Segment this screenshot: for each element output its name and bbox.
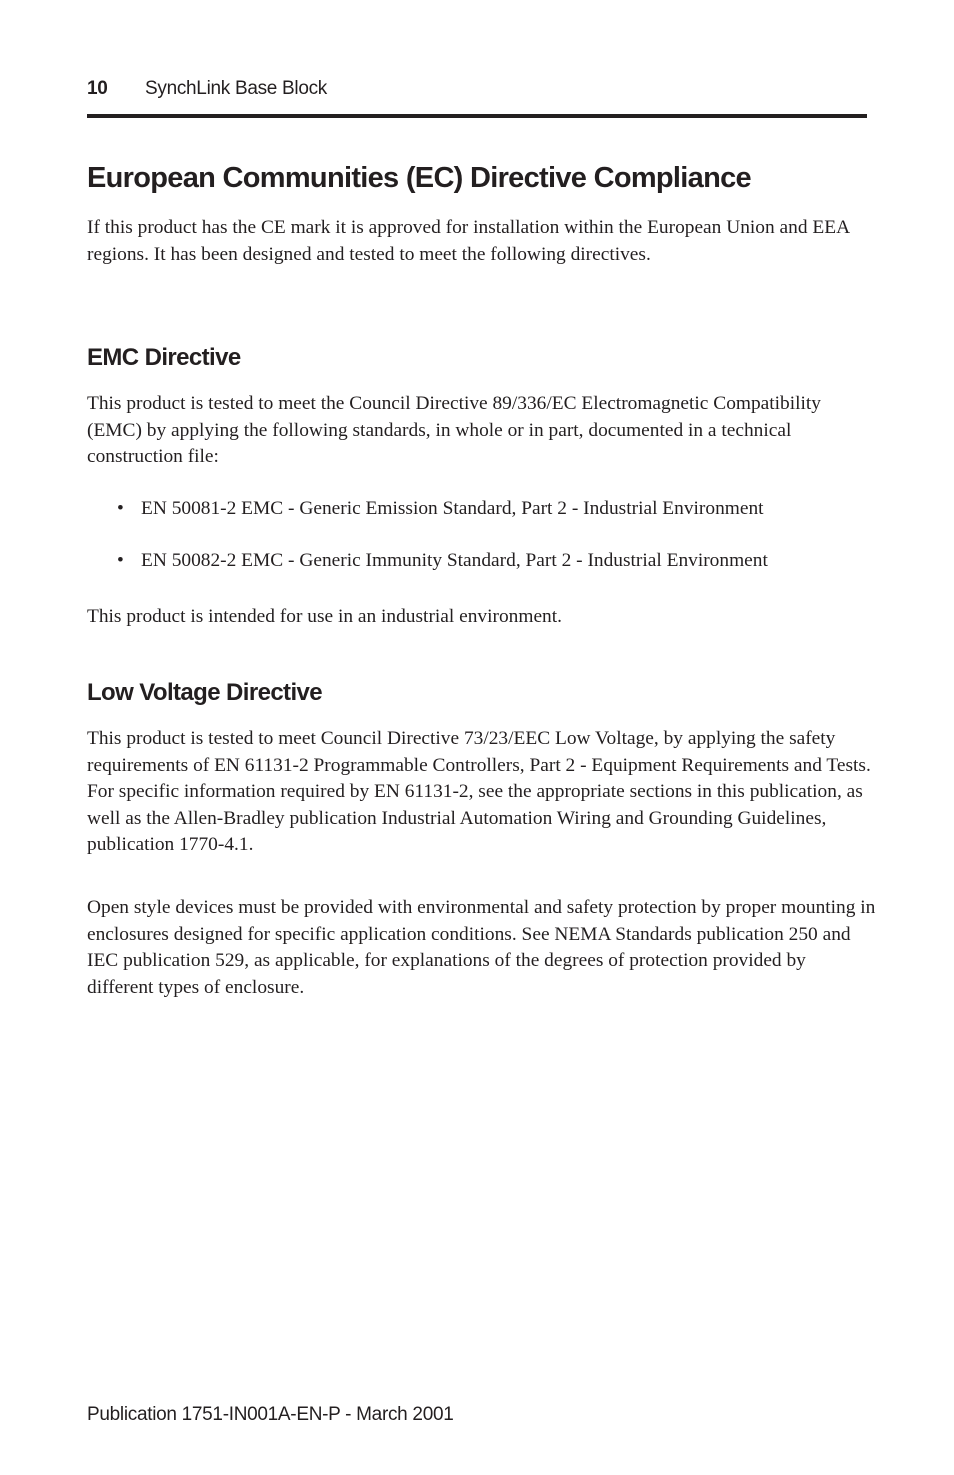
- bullet-icon: •: [117, 498, 124, 519]
- list-item-text: EN 50081-2 EMC - Generic Emission Standard, Part 2 - Industrial Environment: [141, 498, 764, 519]
- publication-footer: Publication 1751-IN001A-EN-P - March 2001: [87, 1404, 454, 1425]
- page-title: European Communities (EC) Directive Compliance: [87, 162, 751, 194]
- emc-paragraph: This product is tested to meet the Council Directive 89/336/EC Electromagnetic Compatibility (EMC) by applying the following standards, in whole or in part, documented in a technical construction file:: [87, 393, 821, 468]
- page-header: [87, 78, 867, 104]
- list-item-text: EN 50082-2 EMC - Generic Immunity Standard, Part 2 - Industrial Environment: [141, 550, 768, 571]
- low-voltage-paragraph-2: Open style devices must be provided with environmental and safety protection by proper mounting in enclosures designed for specific application conditions. See NEMA Standards publication 250 and IEC publication 529, as applicable, for explanations of the degrees of protection provided by different types of enclosure.: [87, 897, 876, 998]
- intro-paragraph: If this product has the CE mark it is approved for installation within the European Union and EEA regions. It has been designed and tested to meet the following directives.: [87, 217, 850, 265]
- bullet-icon: •: [117, 550, 124, 571]
- emc-heading: EMC Directive: [87, 344, 241, 371]
- running-title: SynchLink Base Block: [145, 78, 327, 99]
- low-voltage-heading: Low Voltage Directive: [87, 679, 323, 706]
- low-voltage-paragraph-1: This product is tested to meet Council Directive 73/23/EEC Low Voltage, by applying the safety requirements of EN 61131-2 Programmable Controllers, Part 2 - Equipment Requirements and Tests. For specific information required by EN 61131-2, see the appropriate sections in this publication, as well as the Allen-Bradley publication Industrial Automation Wiring and Grounding Guidelines, publication 1770-4.1.: [87, 728, 871, 856]
- page-number: 10: [87, 78, 108, 99]
- emc-closing-paragraph: This product is intended for use in an industrial environment.: [87, 606, 562, 627]
- header-rule: [87, 114, 867, 118]
